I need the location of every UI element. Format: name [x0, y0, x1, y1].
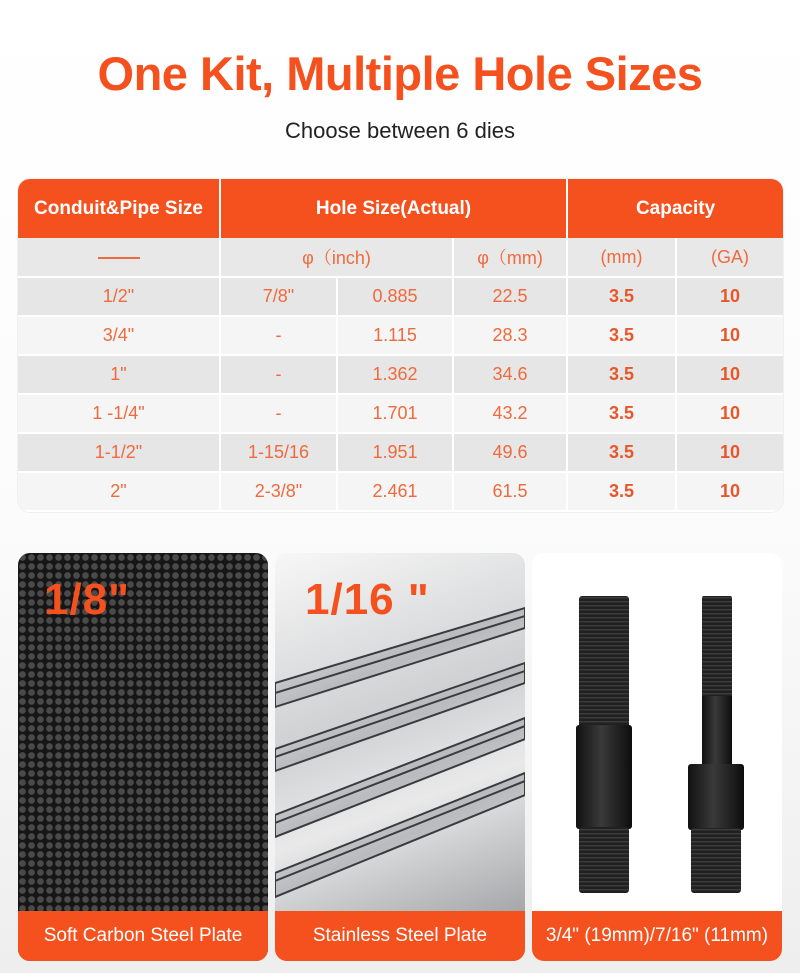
header-conduit-size: Conduit&Pipe Size [18, 179, 220, 238]
cell-capacity-mm: 3.5 [567, 472, 676, 511]
unit-inch: φ（inch) [220, 238, 453, 277]
carbon-steel-caption: Soft Carbon Steel Plate [18, 911, 268, 961]
cell-hole-decimal: 1.362 [337, 355, 453, 394]
cell-capacity-ga: 10 [676, 316, 783, 355]
cell-capacity-mm: 3.5 [567, 394, 676, 433]
small-stud-thread-bottom [691, 828, 741, 893]
cell-capacity-ga: 10 [676, 472, 783, 511]
cell-capacity-mm: 3.5 [567, 277, 676, 316]
cell-hole-fraction: 2-3/8" [220, 472, 337, 511]
draw-stud-card [532, 553, 782, 961]
unit-capacity-ga: (GA) [676, 238, 783, 277]
cell-conduit-size: 3/4" [18, 316, 220, 355]
page-subtitle: Choose between 6 dies [285, 118, 515, 143]
cell-hole-decimal: 0.885 [337, 277, 453, 316]
unit-row [18, 238, 783, 277]
draw-studs-image [532, 553, 782, 911]
cell-capacity-ga: 10 [676, 394, 783, 433]
cell-conduit-size: 1" [18, 355, 220, 394]
unit-capacity-mm: (mm) [567, 238, 676, 277]
small-stud-body [688, 764, 744, 830]
carbon-thickness-label: 1/8" [44, 575, 131, 624]
page-title: One Kit, Multiple Hole Sizes [97, 47, 703, 100]
table-row [18, 472, 783, 511]
dash-line [98, 257, 140, 259]
table-row [18, 355, 783, 394]
unit-conduit-dash [18, 238, 220, 277]
cell-capacity-ga: 10 [676, 355, 783, 394]
stainless-steel-caption: Stainless Steel Plate [275, 911, 525, 961]
cell-capacity-ga: 10 [676, 433, 783, 472]
cell-conduit-size: 1-1/2" [18, 433, 220, 472]
cell-hole-decimal: 2.461 [337, 472, 453, 511]
cell-capacity-ga: 10 [676, 277, 783, 316]
cell-hole-fraction: 7/8" [220, 277, 337, 316]
table-row [18, 277, 783, 316]
cell-hole-mm: 34.6 [453, 355, 567, 394]
cell-hole-fraction: - [220, 394, 337, 433]
large-stud-body [576, 725, 632, 829]
cell-hole-decimal: 1.115 [337, 316, 453, 355]
cell-capacity-mm: 3.5 [567, 316, 676, 355]
cell-hole-fraction: 1-15/16 [220, 433, 337, 472]
large-stud-thread-top [579, 596, 629, 728]
large-stud-thread-bottom [579, 827, 629, 893]
stainless-thickness-label: 1/16 " [305, 575, 430, 624]
hole-size-table [18, 179, 783, 512]
table-row [18, 394, 783, 433]
cell-hole-decimal: 1.701 [337, 394, 453, 433]
cell-hole-mm: 28.3 [453, 316, 567, 355]
small-stud-thread-top [702, 596, 732, 698]
carbon-steel-card [18, 553, 268, 961]
table-row [18, 316, 783, 355]
unit-mm: φ（mm) [453, 238, 567, 277]
cell-hole-decimal: 1.951 [337, 433, 453, 472]
cell-hole-fraction: - [220, 355, 337, 394]
cell-hole-mm: 22.5 [453, 277, 567, 316]
cell-conduit-size: 1/2" [18, 277, 220, 316]
cell-hole-mm: 43.2 [453, 394, 567, 433]
table-row [18, 433, 783, 472]
small-stud-neck [702, 696, 732, 766]
cell-conduit-size: 2" [18, 472, 220, 511]
cell-hole-mm: 61.5 [453, 472, 567, 511]
cell-hole-fraction: - [220, 316, 337, 355]
cell-capacity-mm: 3.5 [567, 355, 676, 394]
cell-hole-mm: 49.6 [453, 433, 567, 472]
header-capacity: Capacity [567, 179, 783, 238]
header-hole-size: Hole Size(Actual) [220, 179, 567, 238]
draw-stud-caption: 3/4" (19mm)/7/16" (11mm) [532, 911, 782, 961]
cell-conduit-size: 1 -1/4" [18, 394, 220, 433]
stainless-steel-card [275, 553, 525, 961]
cell-capacity-mm: 3.5 [567, 433, 676, 472]
